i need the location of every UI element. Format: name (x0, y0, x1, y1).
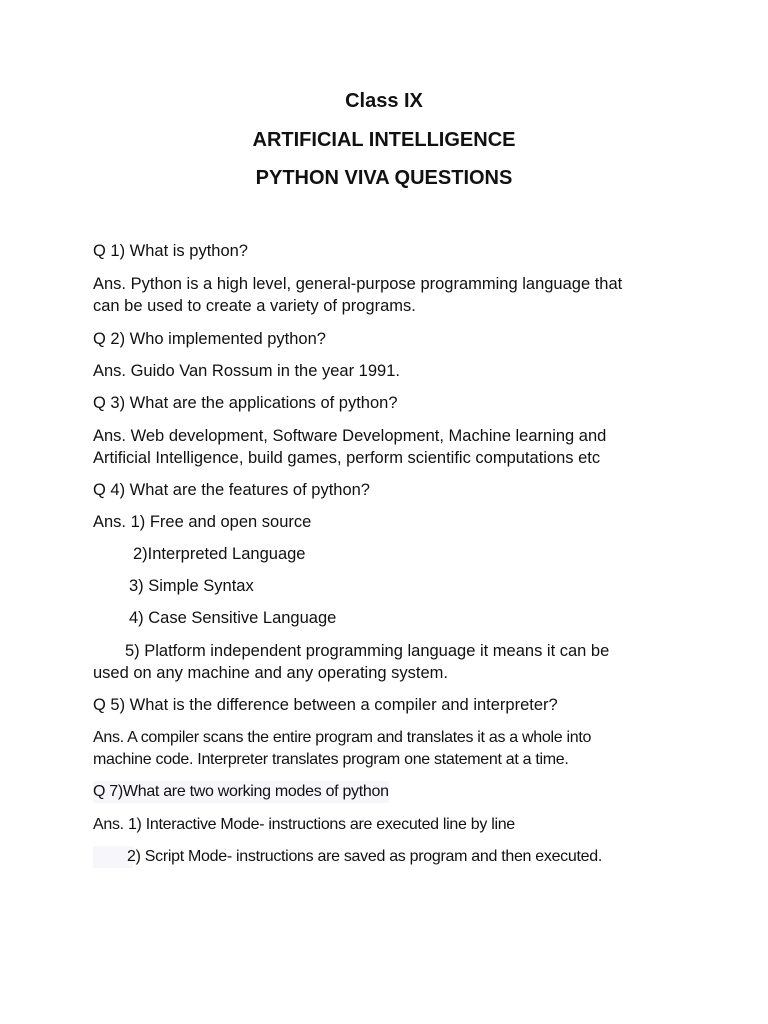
answer-4-item-2: 2)Interpreted Language (133, 545, 306, 563)
question-5: Q 5) What is the difference between a compiler and interpreter? (93, 696, 558, 714)
question-4: Q 4) What are the features of python? (93, 481, 370, 499)
answer-4-item-4: 4) Case Sensitive Language (129, 609, 337, 627)
answer-3-line-2: Artificial Intelligence, build games, perform scientific computations etc (93, 449, 601, 467)
answer-5-line-1: Ans. A compiler scans the entire program and translates it as a whole into (93, 729, 592, 746)
answer-1-line-2: can be used to create a variety of programs. (93, 297, 416, 315)
answer-7-item-1: Ans. 1) Interactive Mode- instructions are executed line by line (93, 816, 515, 833)
answer-4-item-5-line-1: 5) Platform independent programming language it means it can be (125, 642, 610, 660)
answer-7-item-2: 2) Script Mode- instructions are saved as program and then executed. (127, 848, 602, 865)
question-3: Q 3) What are the applications of python? (93, 394, 398, 412)
class-title: Class IX (345, 90, 423, 112)
answer-5-line-2: machine code. Interpreter translates program one statement at a time. (93, 751, 569, 768)
subject-title: ARTIFICIAL INTELLIGENCE (252, 129, 516, 151)
answer-4-item-1: Ans. 1) Free and open source (93, 513, 312, 531)
question-7: Q 7)What are two working modes of python (93, 781, 389, 803)
answer-4-item-3: 3) Simple Syntax (129, 577, 254, 595)
question-1: Q 1) What is python? (93, 242, 248, 260)
answer-2: Ans. Guido Van Rossum in the year 1991. (93, 362, 400, 380)
document-title: PYTHON VIVA QUESTIONS (255, 167, 513, 189)
question-2: Q 2) Who implemented python? (93, 330, 326, 348)
answer-3-line-1: Ans. Web development, Software Development, Machine learning and (93, 427, 607, 445)
answer-4-item-5-line-2: used on any machine and any operating system. (93, 664, 448, 682)
answer-1-line-1: Ans. Python is a high level, general-purpose programming language that (93, 275, 623, 293)
